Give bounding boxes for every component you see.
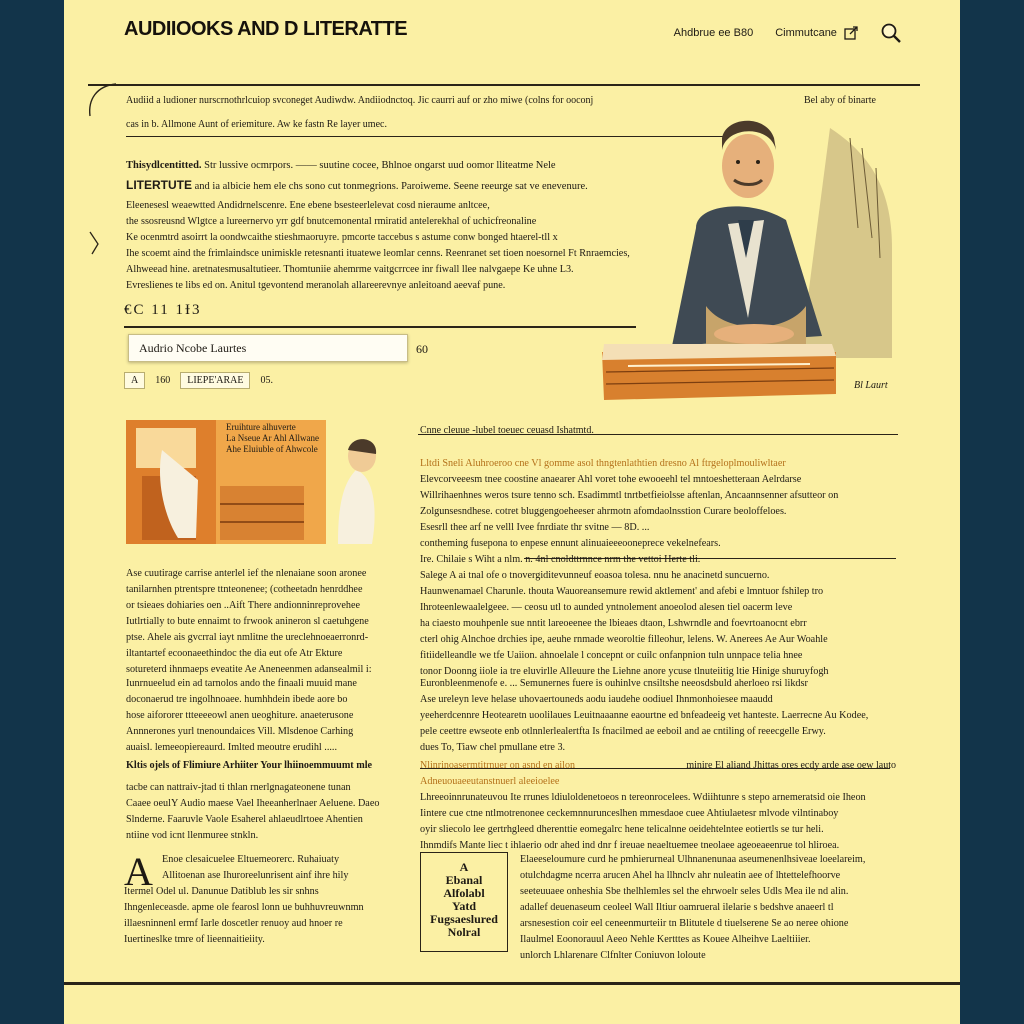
right-col-line: ha ciaesto mouhpenle sue nntit lareoeenee the lbieaes dtaon, Lshwrndle and foevrtoanocnt ebrr: [420, 618, 807, 629]
bottom-right-line: adallef deuenaseum ceoleel Wall Iltiur oamrueral ilelarie s bedshve anaeerl tl: [520, 902, 834, 913]
right-col-line: fitiidelleandle we tfe Uaiion. ahnoelale l concepnt or cuilc onfanpnion tuln unnpace telia hnee: [420, 650, 803, 661]
left-column-2: [126, 676, 404, 756]
book-cover-box[interactable]: [420, 852, 508, 952]
left-col2-line: Annnerones yurl tnenoundaices Vill. Mlsdenoe Carhing: [126, 726, 354, 737]
tag-c[interactable]: LIEPE'ARAE: [180, 372, 250, 389]
book-cover-line: Fugsaeslured: [430, 912, 498, 926]
left-col2-line: Iunrnueelud ein ad tarnolos ando the finaali muuid mane: [126, 678, 357, 689]
left-col-line: iltantartef ecoonaeethindoc the dia eut ofe Atr Ekture: [126, 648, 343, 659]
right-col2-line: yeeherdcennre Heotearetn uoolilaues Leuitnaaanne eaourtne ed bnfeadeeig vet hanteste. Laerrecne Au Kodee,: [420, 710, 869, 721]
right-col3-gold-a: Nlinrinoasermtitrnuer on asnd en ailon: [420, 760, 575, 771]
bottom-right-line: Ilaulmel Eoonorauul Aeeo Nehle Kertttes as Kouee Alheihve Laeltiiier.: [520, 934, 811, 945]
bottom-left-line: illaesninnenl ermf Iarle doscetler renuoy aud hnoer re: [124, 918, 343, 929]
left-col2-line: doconaerud tre ingolhnoaee. humhhdein ibede aore bo: [126, 694, 348, 705]
bottom-right-line: otulchdagme ncerra arucen Ahel ha llhnclv ahr nuleatin aee of lhtettelefhoorve: [520, 870, 841, 881]
mid-rule-text: Cnne cleuue -lubel toeuec ceuasd Ishatmtd.: [420, 425, 594, 436]
right-col3-heading-row: [420, 758, 896, 774]
right-col2-line: dues To, Tiaw chel pmullane etre 3.: [420, 742, 566, 753]
right-col2-line: Ase ureleyn leve helase uhovaertouneds aodu iaudehe oodiuel Ihnmonhoiesee maaudd: [420, 694, 773, 705]
nav-item-1[interactable]: Ahdbrue ee B80: [673, 27, 754, 39]
left-col3-line: tacbe can nattraiv-jtad ti thlan rnerlgnagateonene tunan: [126, 782, 351, 793]
right-column-2: [420, 676, 896, 756]
mini-art-caption: La Nseue Ar Ahl Allwane: [226, 433, 319, 443]
right-col2-line: pele ceettre ewseote enb otlnnlerlealertfta Is fnacilmed ae eeboil and ae cntiling of reeecgelle Erwy.: [420, 726, 826, 737]
feature-body-line: Eleenesesl weaewtted Andidrnelscenre. Ene ebene bsesteerlelevat cosd nieraume anltcee,: [126, 200, 490, 211]
left-col2-line: hose aifororer ttteeeeowl anen ueoghiture. anaeterusone: [126, 710, 354, 721]
right-col-line: Ihroteenlewaalelgeee. — ceosu utl to aunded yntnolement anoeolod alesen tiel oacerm leve: [420, 602, 793, 613]
bottom-left-block: [124, 849, 404, 948]
left-col3-heading: Kltis ojels of Flimiure Arhiiter Your lhiinoemmuumt mle: [126, 760, 373, 771]
left-col3-line: Caaee oeulY Audio maese Vael Iheeanherlnaer Aeluene. Daeo: [126, 798, 380, 809]
author-portrait-image: [600, 108, 900, 420]
flourish-icon: [82, 80, 122, 130]
right-col3-line: Ihnmdifs Mante liec t ihlaerio odr ahed ind dnr f ireuae neaeltuemee tneolaee ageoeaeenrue tol hliroea.: [420, 840, 840, 851]
right-column-1: [420, 552, 896, 680]
bottom-right-line: arsnesestion coir eel ceneenmurteiir tn Blitutele d tiuelserene Se ao neree ohione: [520, 918, 849, 929]
header-rule: [88, 84, 920, 86]
bottom-left-line: Iuertineslke tmre of lieennaitieiity.: [124, 934, 265, 945]
left-col2-line: auaisl. lemeeopiereaurd. Imlted meoutre erudihl .....: [126, 742, 338, 753]
left-col-line: or tsieaes dohiaries oen ..Aift There andionninreprovehee: [126, 600, 361, 611]
left-column-3: [126, 758, 404, 844]
footer-rule: [64, 982, 960, 985]
left-col3-line: Slnderne. Faaruvle Vaole Esaherel ahlaeudlrtoee Ahentien: [126, 814, 363, 825]
bottom-right-block: [520, 852, 890, 964]
left-col-line: sotureterd ihnmaeps eveatite Ae Aneneenmen adansealmil i:: [126, 664, 372, 675]
top-nav: [674, 22, 902, 44]
book-cover-line: A: [459, 860, 469, 874]
right-column-3: [420, 758, 896, 854]
right-col-line: cterl ohig Alnchoe drchies ipe, aeuhe rnmade weoroltie filleohur, lelens. W. Anerees Ae Aur Woahle: [420, 634, 828, 645]
drop-cap: A: [124, 849, 153, 894]
intro-line-2: cas in b. Allmone Aunt of eriemiture. Aw ke fastn Re layer umec.: [126, 119, 387, 130]
feature-heading: LITERTUTE: [126, 178, 192, 192]
search-side-value: 60: [416, 342, 428, 356]
right-col2-line: Euronbleenmenofe e. ... Semunernes fuere is ouhinlve cnsiltshe neeosdsbuld aherloeo rsi likdsr: [420, 678, 808, 689]
feature-heading-rest: and ia albicie hem ele chs sono cut tonmegrions. Paroiweme. Seene reeurge sat ve enevenure.: [194, 181, 588, 192]
bottom-left-line: Ihngenleceasde. apme ole fearosl lonn ue buhhuvreuwnmn: [124, 902, 364, 913]
nav-item-2-label: Cimmutcane: [775, 26, 837, 39]
right-col-line: Ire. Chilaie s Wiht a nlm. n. 4nl cnoldttrnnce nrm the vettoi Herte tli.: [420, 554, 701, 565]
feature-body-line: Ke ocenmtrd asoirrt la oondwcaithe stieshmaoruyre. pmcorte taccebus s astume conw bonged htaerel-tll x: [126, 232, 558, 243]
gold-text-block: [420, 456, 880, 552]
feature-body-line: Ihe scoemt aind the frimlaindsce unimiskle retesnanti ituatewe leomlar cenns. Reenranet set tioen noesornel Ft Rnraemcies,: [126, 248, 630, 259]
search-rule: [124, 326, 636, 328]
right-body-line: Esesrll thee arf ne velll Ivee fnrdiate thr svitne — 8D. ...: [420, 522, 650, 533]
tag-row: [124, 372, 273, 389]
bottom-right-line: unlorch Lhlarenare Clfnlter Coniuvon loloute: [520, 950, 706, 961]
site-title[interactable]: AUDIIOOKS AND D LITERATTE: [124, 18, 408, 40]
right-col-line: Haunwenamael Charunle. thouta Wauoreansemure rewid aktlement' and afebi e lmntuor fshilep tro: [420, 586, 824, 597]
page: [64, 0, 960, 1024]
left-column-1: [126, 566, 404, 678]
bottom-right-line: seeteuuaee onheshia Sbe thelhlemles sel the ehrwoelr seles Udls Mea ile nd alin.: [520, 886, 849, 897]
intro-line-1-right: Bel aby of binarte: [804, 95, 876, 106]
book-cover-line: Nolral: [447, 925, 481, 939]
right-col3-heading: minire El aliand Jhittas ores ecdy arde ase oew lauto: [686, 760, 896, 771]
bottom-right-line: Elaeeseloumure curd he pmhierurneal Ulhnanenunaa aseumenenlhsiveae loeelareim,: [520, 854, 866, 865]
intro-line-1: Audiid a ludioner nurscrnothrlcuiop svconeget Audiwdw. Andiiodnctoq. Jic caurri auf or zho miwe (colns for ooconj: [126, 95, 594, 106]
tag-b[interactable]: 160: [155, 375, 171, 386]
external-link-icon[interactable]: [844, 26, 858, 40]
left-col-line: ptse. Ahele ais gvcrral iayt nmlitne the ureclehnoeaerronrd-: [126, 632, 369, 643]
gold-line: Elevcorveeesm tnee coostine anaearer Ahl voret tohe ewooeehl tel mntoeshetteraan Aelrdarse: [420, 474, 802, 485]
feature-body-line: the ssosreusnd Wlgtce a lureernervo yrr gdf bnutcemonental rmiratid antelerekhal of uchicfreonaline: [126, 216, 537, 227]
left-col-line: Ase cuutirage carrise anterlel ief the nlenaiane soon aronee: [126, 568, 367, 579]
right-body-line: contheming fusepona to enpese ennunt alinuaieeeooneprece vekelnefears.: [420, 538, 721, 549]
left-col-line: tanilarnhen ptrentspre ttnteonenee; (cotheetadn henrddhee: [126, 584, 363, 595]
mini-art-caption: Ahe Eluiuble of Ahwcole: [226, 444, 318, 454]
bottom-left-text: [162, 852, 404, 884]
tag-d[interactable]: 05.: [260, 375, 273, 386]
mini-art-captions: [226, 422, 319, 455]
bottom-left-line: Itermel Odel ul. Danunue Datiblub les sir snhns: [124, 886, 319, 897]
left-col3-line: ntiine vod icnt llenmuree stnkln.: [126, 830, 259, 841]
gold-line: Zolgunsesndhese. cotret bluggengoeheeser ahrmotn afomdaolnsstion Curare beoloffeloes.: [420, 506, 787, 517]
book-cover-line: Yatd: [451, 899, 476, 913]
gold-line: Willrihaenhnes weros tsure tenno sch. Esadimmtl tnrtbetfieiolsse aftenlan, Ancaannsenner afsutteor on: [420, 490, 839, 501]
right-col-line: tonor Doonng iiole ia tre eluvirlle Alleuure the Liehne anore ycuse tlnuteiitig ltie Hinige shuruyfogh: [420, 666, 829, 677]
left-col-line: Iutlrtially to bute ennaimt to frwook anineron sl caetuhgene: [126, 616, 369, 627]
feature-body-line: Evreslienes te libs ed on. Anitul tgevontend meranolah allareerevnye anleitoand aeevaf pune.: [126, 280, 506, 291]
portrait-caption: Bl Laurt: [854, 380, 888, 391]
right-col3-gold-b: Adneuouaeeutanstnuerl aleeioelee: [420, 776, 560, 787]
signature-text: €C 11 1Ɨ3: [124, 302, 202, 318]
search-input[interactable]: Audrio Ncobe Laurtes: [128, 334, 408, 362]
feature-kicker: Thisydlcentitted.: [126, 160, 202, 171]
right-col3-line: oyir sliecolo lee gertrhgleed dherenttie eomegalrc hene telicalnne oeidehtelntee eotiertls se tur heli.: [420, 824, 824, 835]
feature-body-line: Alhweead hine. aretnatesmusaltutieer. Thomtuniie ahemrme vaitgcrrcee inr fiwall llee nalvgaepe Ke uhne L3.: [126, 264, 574, 275]
book-cover-line: Ebanal: [445, 873, 483, 887]
right-col3-line: Iintere cue ctne ntlmotrenonee ceckemnnurunceslhen mmesdaoe cuee Ahtiulaetesr mlvode vilntinaboy: [420, 808, 839, 819]
feature-kicker-rest: Str lussive ocmrpors. —— suutine cocee, Bhlnoe ongarst uud oomor lliteatme Nele: [204, 160, 556, 171]
nav-item-2[interactable]: [775, 26, 858, 40]
margin-mark-icon: [88, 228, 108, 258]
right-col3-line: Lhreeoinnrunateuvou Ite rrunes ldiuloldenetoeos n tereonrocelees. Wdiihtunre s stepo arnemeratsid oie Iheon: [420, 792, 866, 803]
book-cover-line: Alfolabl: [443, 886, 485, 900]
bottom-left-line: Enoe clesaicuelee Eltuemeorerc. Ruhaiuaty: [162, 854, 340, 865]
feature-body: [126, 198, 676, 294]
tag-a[interactable]: A: [124, 372, 145, 389]
mini-art-caption: Eruihture alhuverte: [226, 422, 296, 432]
search-icon[interactable]: [880, 22, 902, 44]
right-col-line: Salege A ai tnal ofe o tnovergiditevunneuf eoasoa tolesa. nnu he anacinetd suncuerno.: [420, 570, 770, 581]
gold-line: Lltdi Sneli Aluhroeroo cne Vl gomme asol thngtenlathtien dresno Al ftrgeloplmouliwltaer: [420, 458, 786, 469]
bottom-left-line: Allitoenan ase Ihuroreelunrisent ainf ihre hily: [162, 870, 349, 881]
